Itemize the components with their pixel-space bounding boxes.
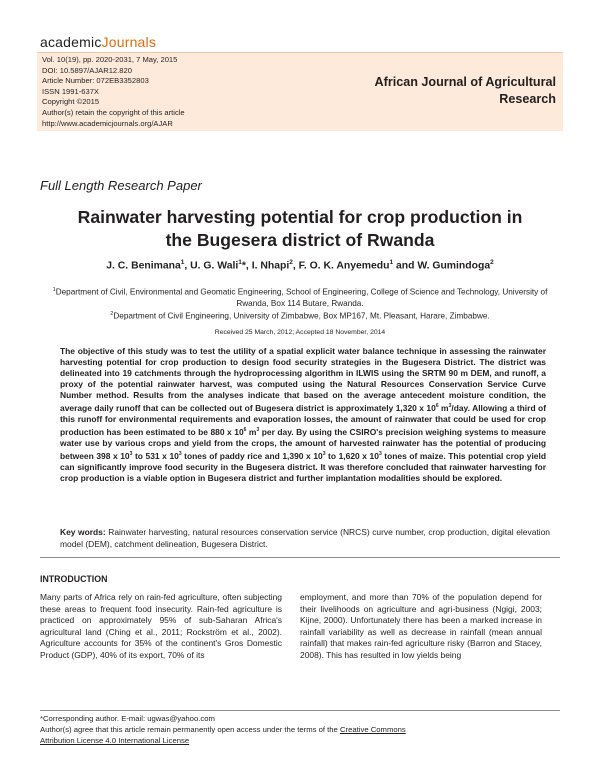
- logo-text-journals: Journals: [101, 34, 157, 50]
- license-statement: [40, 725, 560, 736]
- affiliation-text: Department of Civil, Environmental and Geomatic Engineering, School of Engineering, College of Science and Technology, University of Rwanda, Box 114 Butare, Rwanda.: [55, 287, 548, 308]
- author-name: F. O. K. Anyemedu: [298, 260, 390, 272]
- author-name: W. Gumindoga: [417, 260, 491, 272]
- abstract-exponent: 3: [448, 403, 452, 410]
- author-name: I. Nhapi: [251, 260, 290, 272]
- affiliations: [50, 285, 550, 322]
- abstract-text: m: [246, 426, 257, 437]
- abstract-text: m: [438, 403, 449, 414]
- abstract-text: to 531 x 10: [132, 450, 179, 461]
- publisher-logo: [40, 34, 156, 50]
- doi-line: DOI: 10.5897/AJAR12.820: [42, 65, 132, 75]
- author-affiliation-mark: 1: [180, 259, 185, 266]
- author-name: U. G. Wali: [190, 260, 239, 272]
- affiliation-2: [50, 309, 550, 322]
- journal-url[interactable]: http://www.academicjournals.org/AJAR: [42, 118, 173, 128]
- title-line-1: Rainwater harvesting potential for crop production in: [77, 207, 523, 227]
- author-separator: ,: [184, 260, 191, 272]
- abstract-exponent: 3: [129, 451, 133, 458]
- license-text: Author(s) agree that this article remain permanently open access under the terms of the: [40, 724, 340, 734]
- abstract-text: /day. Allowing a third of this runoff for environmental requirements and evaporation losses, the amount of rainwater that could be used for crop production has been estimated to be 880 x 10: [60, 403, 547, 437]
- abstract-exponent: 3: [322, 451, 326, 458]
- abstract-text: per day. By using the CSIRO's precision weighing systems to measure water use by various crops and yield from the crops, the amount of harvested rainwater has the potential of producing between 398 x 10: [60, 426, 546, 461]
- abstract: [60, 346, 546, 484]
- article-type: Full Length Research Paper: [40, 178, 202, 193]
- paper-title: [40, 206, 560, 252]
- issn-line: ISSN 1991-637X: [42, 86, 99, 96]
- journal-name: [336, 74, 556, 108]
- abstract-text: tones of maize. This potential crop yield can significantly improve food security in the Bugesera district. It was therefore concluded that rainwater harvesting for crop production is a viable option in Bugesera district and further implantation modalities should be explored.: [60, 450, 546, 483]
- article-number-line: Article Number: 072EB3352803: [42, 76, 149, 86]
- author-list: [40, 259, 560, 271]
- affiliation-mark: 2: [110, 311, 114, 318]
- corresponding-author: *Corresponding author. E-mail: ugwas@yahoo.com: [40, 714, 215, 723]
- copyright-line: Copyright ©2015: [42, 97, 100, 107]
- abstract-exponent: 3: [256, 427, 260, 434]
- received-accepted-dates: Received 25 March, 2012; Accepted 18 November, 2014: [214, 329, 386, 336]
- introduction-left-column: Many parts of Africa rely on rain-fed agriculture, often subjecting these areas to frequent food insecurity. Rain-fed agriculture is practiced on approximately 95% of sub-Saharan Africa's agricultural land (Ching et al., 2011; Rockström et al., 2002). Agriculture accounts for 35% of the continent's Gros Domestic Product (GDP), 40% of its export, 70% of its: [40, 592, 282, 660]
- author-affiliation-mark: 1: [389, 259, 394, 266]
- license-statement-continued: [40, 736, 560, 747]
- abstract-text: to 1,620 x 10: [325, 450, 379, 461]
- footnote-divider: [40, 710, 560, 711]
- article-metadata: [42, 55, 185, 129]
- volume-line: Vol. 10(19), pp. 2020-2031, 7 May, 2015: [42, 55, 178, 64]
- journal-name-line-1: African Journal of Agricultural: [374, 75, 556, 89]
- section-divider: [40, 557, 560, 558]
- journal-name-line-2: Research: [499, 92, 556, 106]
- affiliation-text: Department of Civil Engineering, University of Zimbabwe, Box MP167, Mt. Pleasant, Harare, Zimbabwe.: [113, 311, 490, 321]
- keywords-label: Key words:: [60, 527, 106, 537]
- affiliation-mark: 1: [52, 287, 56, 293]
- abstract-exponent: 6: [243, 427, 247, 434]
- affiliation-1: [50, 285, 550, 309]
- license-link[interactable]: Creative Commons: [339, 724, 406, 734]
- title-line-2: the Bugesera district of Rwanda: [165, 230, 435, 250]
- author-affiliation-mark: 1: [238, 259, 242, 266]
- author-separator: ,: [292, 260, 299, 272]
- keywords-text: Rainwater harvesting, natural resources conservation service (NRCS) curve number, crop production, digital elevation model (DEM), catchment delineation, Bugesera District.: [60, 527, 550, 549]
- keywords: [60, 527, 550, 550]
- author-affiliation-mark: 2: [289, 259, 293, 266]
- author-name: J. C. Benimana: [106, 260, 181, 272]
- abstract-exponent: 3: [378, 451, 382, 458]
- abstract-exponent: 6: [435, 403, 439, 410]
- abstract-exponent: 3: [178, 451, 182, 458]
- author-affiliation-mark: 2: [490, 259, 494, 266]
- author-separator: *,: [241, 260, 252, 272]
- author-rights-line: Author(s) retain the copyright of this article: [42, 107, 185, 117]
- footnote: [40, 714, 560, 746]
- license-link-continued[interactable]: Attribution License 4.0 International License: [40, 735, 190, 745]
- abstract-text: The objective of this study was to test the utility of a spatial explicit water balance technique in assessing the rainwater harvesting potential for crop production to design food security strategies in the Bugesera District. The district was delineated into 19 catchments through the hydroprocessing algorithm in ILWIS using the SRTM 90 m DEM, and runoff, a proxy of the potential rainwater harvest, was computed using the Natural Resources Conservation Service Curve Number method. Results from the analyses indicate that based on the average antecedent moisture condition, the average daily runoff that can be collected out of Bugesera district is approximately 1,320 x 10: [60, 346, 546, 414]
- abstract-text: tones of paddy rice and 1,390 x 10: [181, 450, 323, 461]
- introduction-right-column: employment, and more than 70% of the population depend for their livelihoods on agriculture and agri-business (Ngigi, 2003; Kijne, 2000). Unfortunately there has been a marked increase in rainfall variability as well as decrease in rainfall (mean annual rainfall) that makes rain-fed agriculture risky (Barron and Stacey, 2008). This has resulted in low yields being: [300, 592, 542, 660]
- introduction-heading: INTRODUCTION: [40, 574, 108, 584]
- logo-text-academic: academic: [40, 34, 102, 50]
- author-separator: and: [393, 260, 418, 272]
